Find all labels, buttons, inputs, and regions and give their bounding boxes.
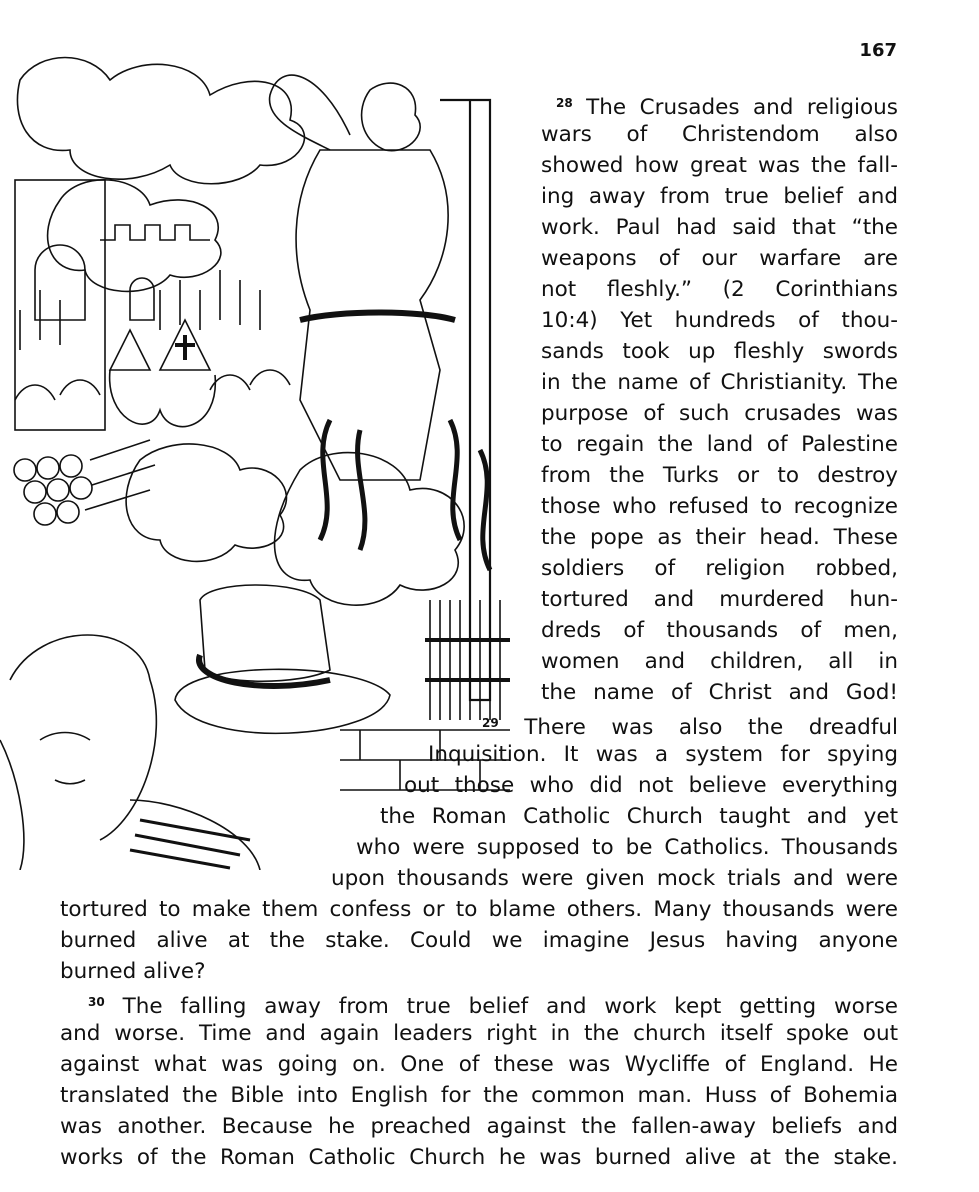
paragraph-28-line: not fleshly.” (2 Corinthians <box>541 277 898 302</box>
paragraph-30-line: was another. Because he preached against the fallen-away beliefs and <box>60 1114 898 1139</box>
paragraph-29-line: $^{29}$ There was also the dreadful <box>482 715 898 740</box>
page-number: 167 <box>859 40 897 61</box>
paragraph-28-line: purpose of such crusades was <box>541 401 898 426</box>
paragraph-28-line: weapons of our warfare are <box>541 246 898 271</box>
paragraph-28-line: wars of Christendom also <box>541 122 898 147</box>
paragraph-29-line: who were supposed to be Catholics. Thousands <box>356 835 898 860</box>
paragraph-28-line: the name of Christ and God! <box>541 680 898 705</box>
paragraph-29-line: the Roman Catholic Church taught and yet <box>380 804 898 829</box>
paragraph-29-line: upon thousands were given mock trials and were <box>331 866 898 891</box>
paragraph-30-line: and worse. Time and again leaders right in the church itself spoke out <box>60 1021 898 1046</box>
paragraph-28-line: tortured and murdered hun- <box>541 587 898 612</box>
paragraph-28-line: to regain the land of Palestine <box>541 432 898 457</box>
paragraph-29-line: burned alive? <box>60 959 206 984</box>
paragraph-28-line: from the Turks or to destroy <box>541 463 898 488</box>
paragraph-30-line: $^{30}$ The falling away from true belief and work kept getting worse <box>88 994 899 1019</box>
paragraph-29-line: out those who did not believe everything <box>404 773 898 798</box>
paragraph-28-line: in the name of Christianity. The <box>541 370 898 395</box>
paragraph-28-line: dreds of thousands of men, <box>541 618 898 643</box>
paragraph-marker: 28 <box>556 96 573 110</box>
paragraph-28-line: $^{28}$ The Crusades and religious <box>556 95 898 120</box>
paragraph-29-line: burned alive at the stake. Could we imagine Jesus having anyone <box>60 928 898 953</box>
paragraph-28-line: soldiers of religion robbed, <box>541 556 898 581</box>
paragraph-28-line: the pope as their head. These <box>541 525 898 550</box>
paragraph-28-line: ing away from true belief and <box>541 184 898 209</box>
paragraph-marker: 30 <box>88 995 105 1009</box>
paragraph-30-line: works of the Roman Catholic Church he was burned alive at the stake. <box>60 1145 898 1170</box>
paragraph-30-line: translated the Bible into English for the common man. Huss of Bohemia <box>60 1083 898 1108</box>
paragraph-30-line: against what was going on. One of these was Wycliffe of England. He <box>60 1052 898 1077</box>
paragraph-29-line: Inquisition. It was a system for spying <box>428 742 898 767</box>
paragraph-29-line: tortured to make them confess or to blame others. Many thousands were <box>60 897 898 922</box>
paragraph-28-line: sands took up fleshly swords <box>541 339 898 364</box>
paragraph-28-line: work. Paul had said that “the <box>541 215 898 240</box>
paragraph-28-line: women and children, all in <box>541 649 898 674</box>
paragraph-28-line: those who refused to recognize <box>541 494 898 519</box>
paragraph-28-line: showed how great was the fall- <box>541 153 898 178</box>
paragraph-marker: 29 <box>482 716 499 730</box>
paragraph-28-line: 10:4) Yet hundreds of thou- <box>541 308 898 333</box>
